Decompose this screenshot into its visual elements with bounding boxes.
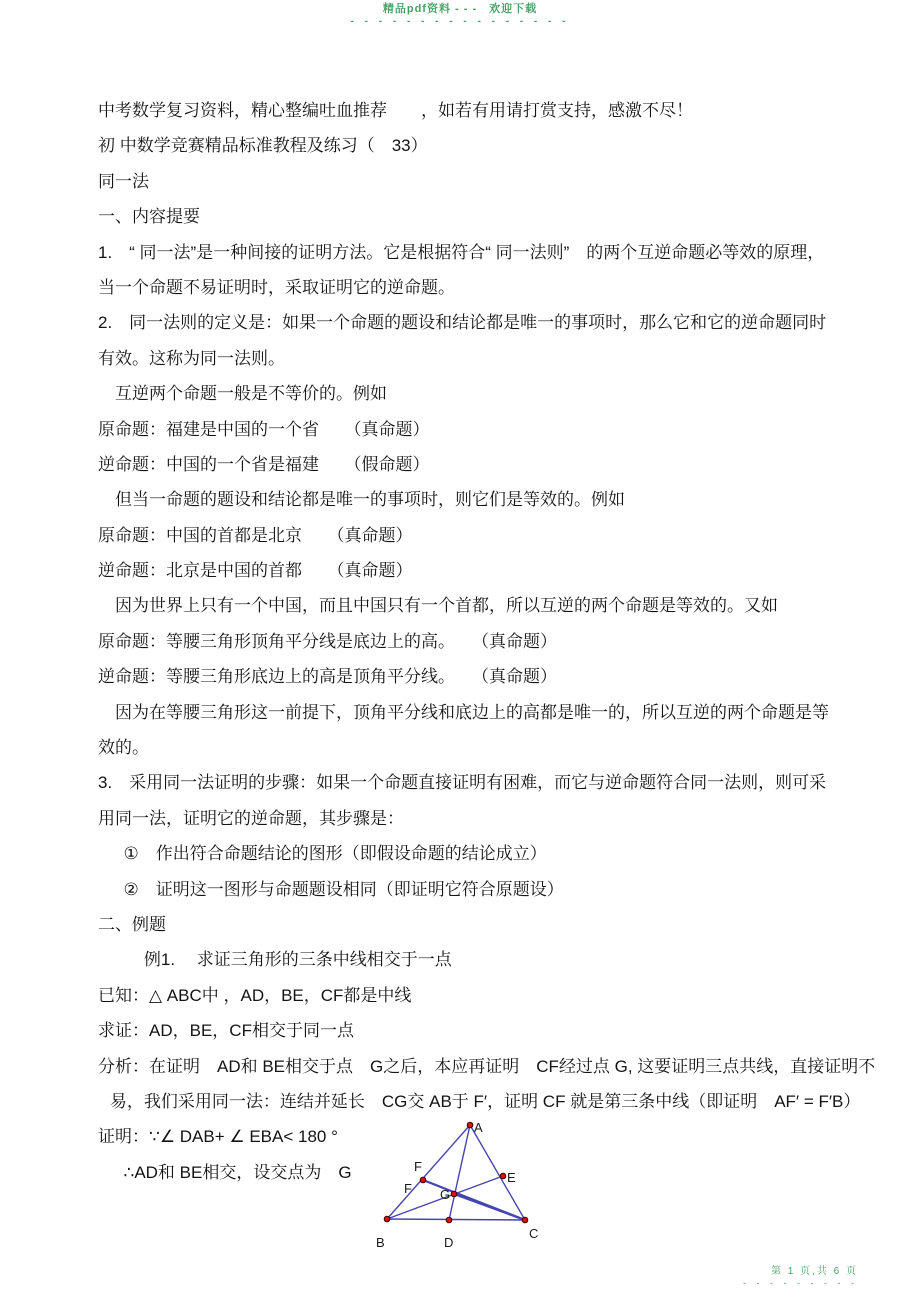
text-line: 同一法	[98, 171, 149, 191]
text-line: 有效。这称为同一法则。	[98, 348, 285, 368]
text-line: 证明：∵∠ DAB+ ∠ EBA< 180 °	[98, 1127, 338, 1147]
text-line: ∴AD和 BE相交，设交点为 G	[123, 1162, 352, 1182]
figure-point-label: E	[507, 1170, 516, 1185]
text-line: 已知：△ ABC中 ，AD，BE，CF都是中线	[98, 985, 412, 1005]
figure-point-label: F	[404, 1181, 412, 1196]
text-line: 分析：在证明 AD和 BE相交于点 G之后，本应再证明 CF经过点 G, 这要证明三点共线，直接证明不	[98, 1056, 876, 1076]
text-line: 一、内容提要	[98, 207, 200, 227]
figure-point-label: B	[376, 1235, 385, 1250]
text-line: 逆命题：中国的一个省是福建 （假命题）	[98, 454, 430, 474]
figure-point-dot	[500, 1173, 506, 1179]
footer-dashed-rule: - - - - - - - - -	[743, 1278, 858, 1289]
header-dashed-rule: - - - - - - - - - - - - - - - -	[350, 15, 570, 27]
document-lines	[98, 93, 876, 1190]
figure-segment	[449, 1125, 470, 1220]
figure-point-dot	[467, 1122, 473, 1128]
text-line: 互逆两个命题一般是不等价的。例如	[115, 384, 387, 404]
text-line: 因为世界上只有一个中国，而且中国只有一个首都，所以互逆的两个命题是等效的。又如	[115, 596, 778, 616]
text-line: 易，我们采用同一法：连结并延长 CG交 AB于 F′，证明 CF 就是第三条中线（即证明 AF′ = F′B）	[109, 1091, 861, 1111]
text-line: 求证：AD，BE，CF相交于同一点	[98, 1021, 354, 1041]
figure-point-label: G	[440, 1187, 451, 1202]
text-line: 2. 同一法则的定义是：如果一个命题的题设和结论都是唯一的事项时，那么它和它的逆命题同时	[98, 313, 827, 333]
figure-point-dot	[451, 1191, 457, 1197]
header-brand-text: 精品pdf资料 - - - 欢迎下载	[382, 3, 538, 15]
page-number-indicator: 第 1 页,共 6 页	[770, 1266, 858, 1278]
figure-point-dot	[384, 1216, 390, 1222]
figure-point-dot	[446, 1217, 452, 1223]
text-line: 二、例题	[98, 914, 166, 934]
text-line: ② 证明这一图形与命题题设相同（即证明它符合原题设）	[123, 879, 564, 899]
figure-segment	[470, 1125, 525, 1220]
figure-point-label: C	[529, 1226, 539, 1241]
figure-point-label: D	[444, 1235, 454, 1250]
figure-point-dot	[420, 1177, 426, 1183]
figure-segment	[387, 1219, 525, 1220]
figure-point-label: F	[414, 1159, 422, 1174]
page-header	[0, 3, 920, 27]
figure-segment	[387, 1125, 470, 1219]
text-line: 原命题：福建是中国的一个省 （真命题）	[98, 419, 430, 439]
text-line: 逆命题：等腰三角形底边上的高是顶角平分线。 （真命题）	[98, 667, 557, 687]
text-line: 当一个命题不易证明时，采取证明它的逆命题。	[98, 277, 455, 297]
geometry-figure	[373, 1114, 555, 1256]
text-line: 3. 采用同一法证明的步骤：如果一个命题直接证明有困难，而它与逆命题符合同一法则，则可采	[98, 773, 827, 793]
text-line: 中考数学复习资料，精心整编吐血推荐 ，如若有用请打赏支持，感激不尽！	[98, 101, 693, 120]
page-footer	[743, 1265, 858, 1290]
figure-segment	[454, 1194, 525, 1220]
text-line: 因为在等腰三角形这一前提下，顶角平分线和底边上的高都是唯一的，所以互逆的两个命题是等	[115, 702, 829, 722]
text-line: 例1. 求证三角形的三条中线相交于一点	[143, 950, 452, 970]
text-line: 初 中数学竞赛精品标准教程及练习（ 33）	[98, 136, 428, 156]
text-line: ① 作出符合命题结论的图形（即假设命题的结论成立）	[123, 844, 547, 864]
figure-point-dot	[522, 1217, 528, 1223]
text-line: 1. “ 同一法”是一种间接的证明方法。它是根据符合“ 同一法则” 的两个互逆命题必等效的原理，	[98, 242, 825, 262]
text-line: 原命题：等腰三角形顶角平分线是底边上的高。 （真命题）	[98, 631, 557, 651]
text-line: 原命题：中国的首都是北京 （真命题）	[98, 525, 413, 545]
figure-point-label: A	[474, 1120, 483, 1135]
text-line: 逆命题：北京是中国的首都 （真命题）	[98, 561, 413, 581]
text-line: 用同一法，证明它的逆命题，其步骤是：	[98, 808, 404, 828]
text-line: 但当一命题的题设和结论都是唯一的事项时，则它们是等效的。例如	[115, 490, 625, 510]
text-line: 效的。	[98, 738, 149, 758]
